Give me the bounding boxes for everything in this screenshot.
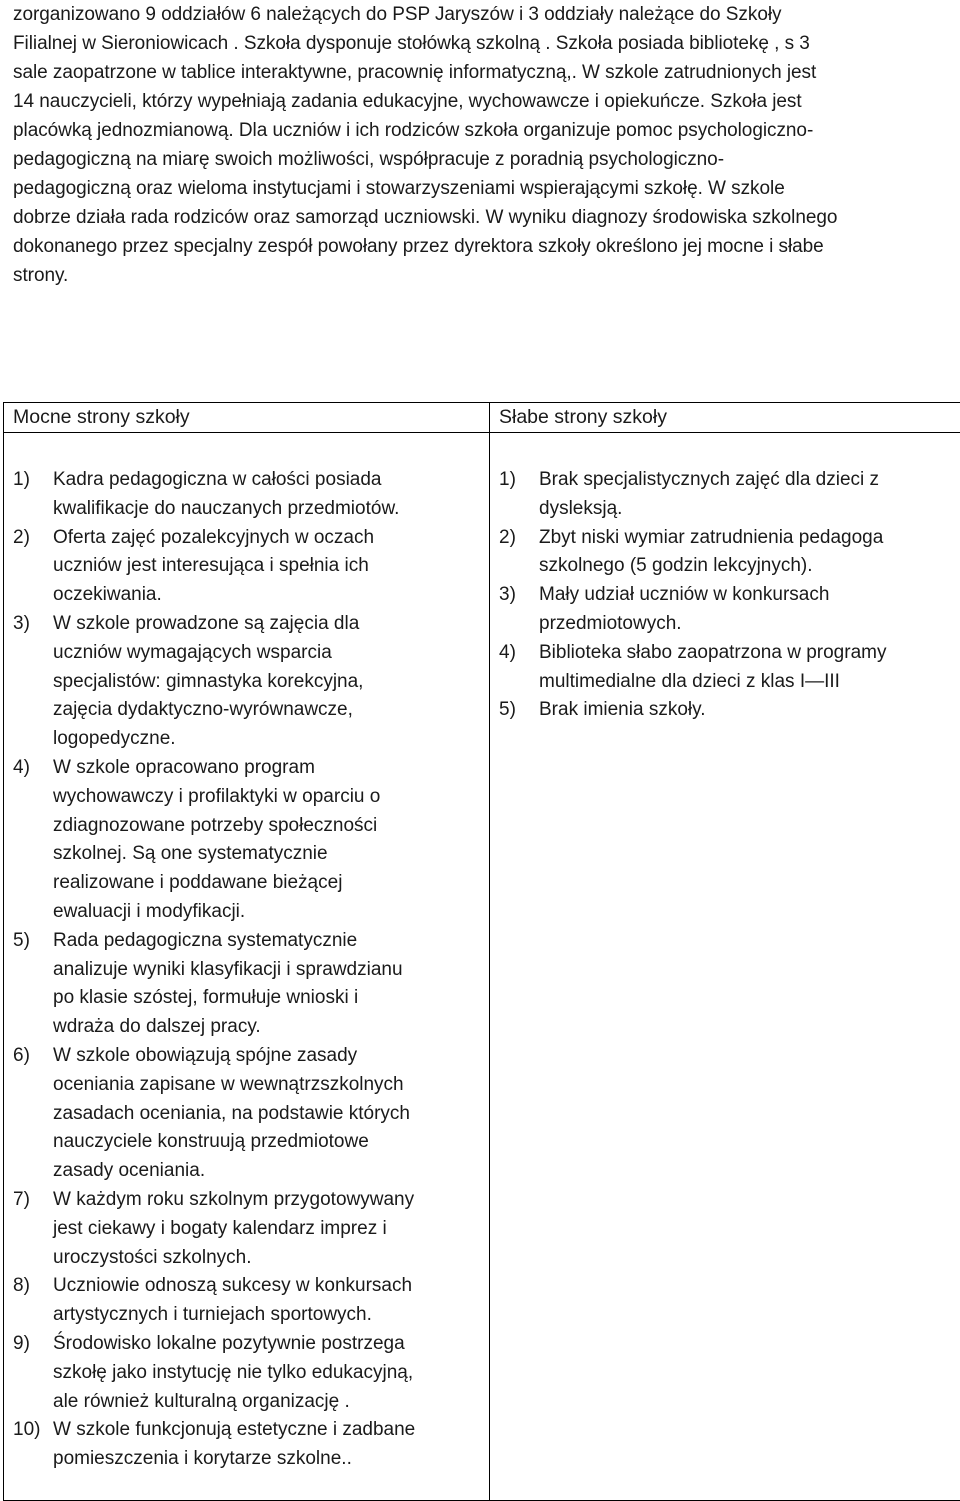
intro-line: sale zaopatrzone w tablice interaktywne, pracownię informatyczną,. W szkole zatrudnionych jest: [13, 58, 948, 87]
list-item-line: uczniów jest interesująca i spełnia ich: [53, 552, 489, 581]
weaknesses-cell: [490, 433, 960, 1501]
list-item-number: 7): [13, 1186, 30, 1215]
list-item-line: uroczystości szkolnych.: [53, 1244, 489, 1273]
list-item-number: 5): [13, 927, 30, 956]
intro-line: Filialnej w Sieroniowicach . Szkoła dysponuje stołówką szkolną . Szkoła posiada bibliotekę , s 3: [13, 29, 948, 58]
list-item-number: 2): [13, 524, 30, 553]
intro-line: pedagogiczną oraz wieloma instytucjami i stowarzyszeniami wspierającymi szkołę. W szkole: [13, 174, 948, 203]
strengths-weaknesses-table: [3, 402, 960, 1501]
strengths-item: [4, 1186, 489, 1272]
list-item-line: zasady oceniania.: [53, 1157, 489, 1186]
strengths-list: [4, 466, 489, 1474]
list-item-line: dysleksją.: [539, 495, 960, 524]
strengths-item: [4, 1042, 489, 1186]
weaknesses-header: Słabe strony szkoły: [490, 403, 960, 433]
list-item-line: ewaluacji i modyfikacji.: [53, 898, 489, 927]
list-item-line: nauczyciele konstruują przedmiotowe: [53, 1128, 489, 1157]
list-item-line: szkolnej. Są one systematycznie: [53, 840, 489, 869]
list-item-line: zajęcia dydaktyczno-wyrównawcze,: [53, 696, 489, 725]
list-item-line: oczekiwania.: [53, 581, 489, 610]
list-item-line: W szkole prowadzone są zajęcia dla: [53, 610, 489, 639]
list-item-line: zdiagnozowane potrzeby społeczności: [53, 812, 489, 841]
list-item-number: 8): [13, 1272, 30, 1301]
list-item-number: 3): [13, 610, 30, 639]
list-item-line: specjalistów: gimnastyka korekcyjna,: [53, 668, 489, 697]
list-item-number: 9): [13, 1330, 30, 1359]
list-item-line: kwalifikacje do nauczanych przedmiotów.: [53, 495, 489, 524]
intro-paragraph: [13, 0, 948, 290]
strengths-item: [4, 754, 489, 927]
list-item-line: Oferta zajęć pozalekcyjnych w oczach: [53, 524, 489, 553]
list-item-line: pomieszczenia i korytarze szkolne..: [53, 1445, 489, 1474]
intro-line: dokonanego przez specjalny zespół powołany przez dyrektora szkoły określono jej mocne i słabe: [13, 232, 948, 261]
strengths-cell: [4, 433, 490, 1501]
list-item-line: Biblioteka słabo zaopatrzona w programy: [539, 639, 960, 668]
list-item-line: uczniów wymagających wsparcia: [53, 639, 489, 668]
list-item-number: 1): [13, 466, 30, 495]
list-item-line: Środowisko lokalne pozytywnie postrzega: [53, 1330, 489, 1359]
list-item-number: 2): [499, 524, 516, 553]
weaknesses-item: [490, 524, 960, 582]
intro-line: zorganizowano 9 oddziałów 6 należących do PSP Jaryszów i 3 oddziały należące do Szkoły: [13, 0, 948, 29]
list-item-number: 6): [13, 1042, 30, 1071]
strengths-item: [4, 927, 489, 1042]
list-item-line: wychowawczy i profilaktyki w oparciu o: [53, 783, 489, 812]
intro-line: placówką jednozmianową. Dla uczniów i ich rodziców szkoła organizuje pomoc psychologiczno-: [13, 116, 948, 145]
table-body-row: [4, 433, 960, 1501]
strengths-item: [4, 524, 489, 610]
list-item-line: jest ciekawy i bogaty kalendarz imprez i: [53, 1215, 489, 1244]
weaknesses-item: [490, 581, 960, 639]
strengths-item: [4, 466, 489, 524]
list-item-number: 3): [499, 581, 516, 610]
list-item-line: przedmiotowych.: [539, 610, 960, 639]
strengths-item: [4, 1416, 489, 1474]
list-item-line: Rada pedagogiczna systematycznie: [53, 927, 489, 956]
intro-line: dobrze działa rada rodziców oraz samorząd uczniowski. W wyniku diagnozy środowiska szkolnego: [13, 203, 948, 232]
list-item-line: ale również kulturalną organizację .: [53, 1388, 489, 1417]
list-item-number: 4): [13, 754, 30, 783]
list-item-line: realizowane i poddawane bieżącej: [53, 869, 489, 898]
list-item-line: wdraża do dalszej pracy.: [53, 1013, 489, 1042]
weaknesses-list: [490, 466, 960, 725]
list-item-line: szkołę jako instytucję nie tylko edukacyjną,: [53, 1359, 489, 1388]
strengths-item: [4, 1330, 489, 1416]
list-item-line: analizuje wyniki klasyfikacji i sprawdzianu: [53, 956, 489, 985]
intro-line: 14 nauczycieli, którzy wypełniają zadania edukacyjne, wychowawcze i opiekuńcze. Szkoła jest: [13, 87, 948, 116]
list-item-number: 1): [499, 466, 516, 495]
weaknesses-item: [490, 696, 960, 725]
list-item-line: Mały udział uczniów w konkursach: [539, 581, 960, 610]
list-item-line: zasadach oceniania, na podstawie których: [53, 1100, 489, 1129]
list-item-line: logopedyczne.: [53, 725, 489, 754]
weaknesses-item: [490, 466, 960, 524]
table-header-row: [4, 403, 960, 433]
list-item-number: 10): [13, 1416, 40, 1445]
strengths-item: [4, 610, 489, 754]
intro-line: strony.: [13, 261, 948, 290]
intro-line: pedagogiczną na miarę swoich możliwości, współpracuje z poradnią psychologiczno-: [13, 145, 948, 174]
list-item-line: szkolnego (5 godzin lekcyjnych).: [539, 552, 960, 581]
list-item-line: artystycznych i turniejach sportowych.: [53, 1301, 489, 1330]
list-item-line: W szkole obowiązują spójne zasady: [53, 1042, 489, 1071]
list-item-number: 5): [499, 696, 516, 725]
list-item-line: Brak imienia szkoły.: [539, 696, 960, 725]
list-item-number: 4): [499, 639, 516, 668]
list-item-line: Zbyt niski wymiar zatrudnienia pedagoga: [539, 524, 960, 553]
strengths-item: [4, 1272, 489, 1330]
weaknesses-item: [490, 639, 960, 697]
list-item-line: W każdym roku szkolnym przygotowywany: [53, 1186, 489, 1215]
list-item-line: multimedialne dla dzieci z klas I—III: [539, 668, 960, 697]
list-item-line: W szkole opracowano program: [53, 754, 489, 783]
list-item-line: Kadra pedagogiczna w całości posiada: [53, 466, 489, 495]
list-item-line: W szkole funkcjonują estetyczne i zadbane: [53, 1416, 489, 1445]
list-item-line: Uczniowie odnoszą sukcesy w konkursach: [53, 1272, 489, 1301]
strengths-header: Mocne strony szkoły: [4, 403, 490, 433]
list-item-line: Brak specjalistycznych zajęć dla dzieci z: [539, 466, 960, 495]
list-item-line: po klasie szóstej, formułuje wnioski i: [53, 984, 489, 1013]
list-item-line: oceniania zapisane w wewnątrzszkolnych: [53, 1071, 489, 1100]
